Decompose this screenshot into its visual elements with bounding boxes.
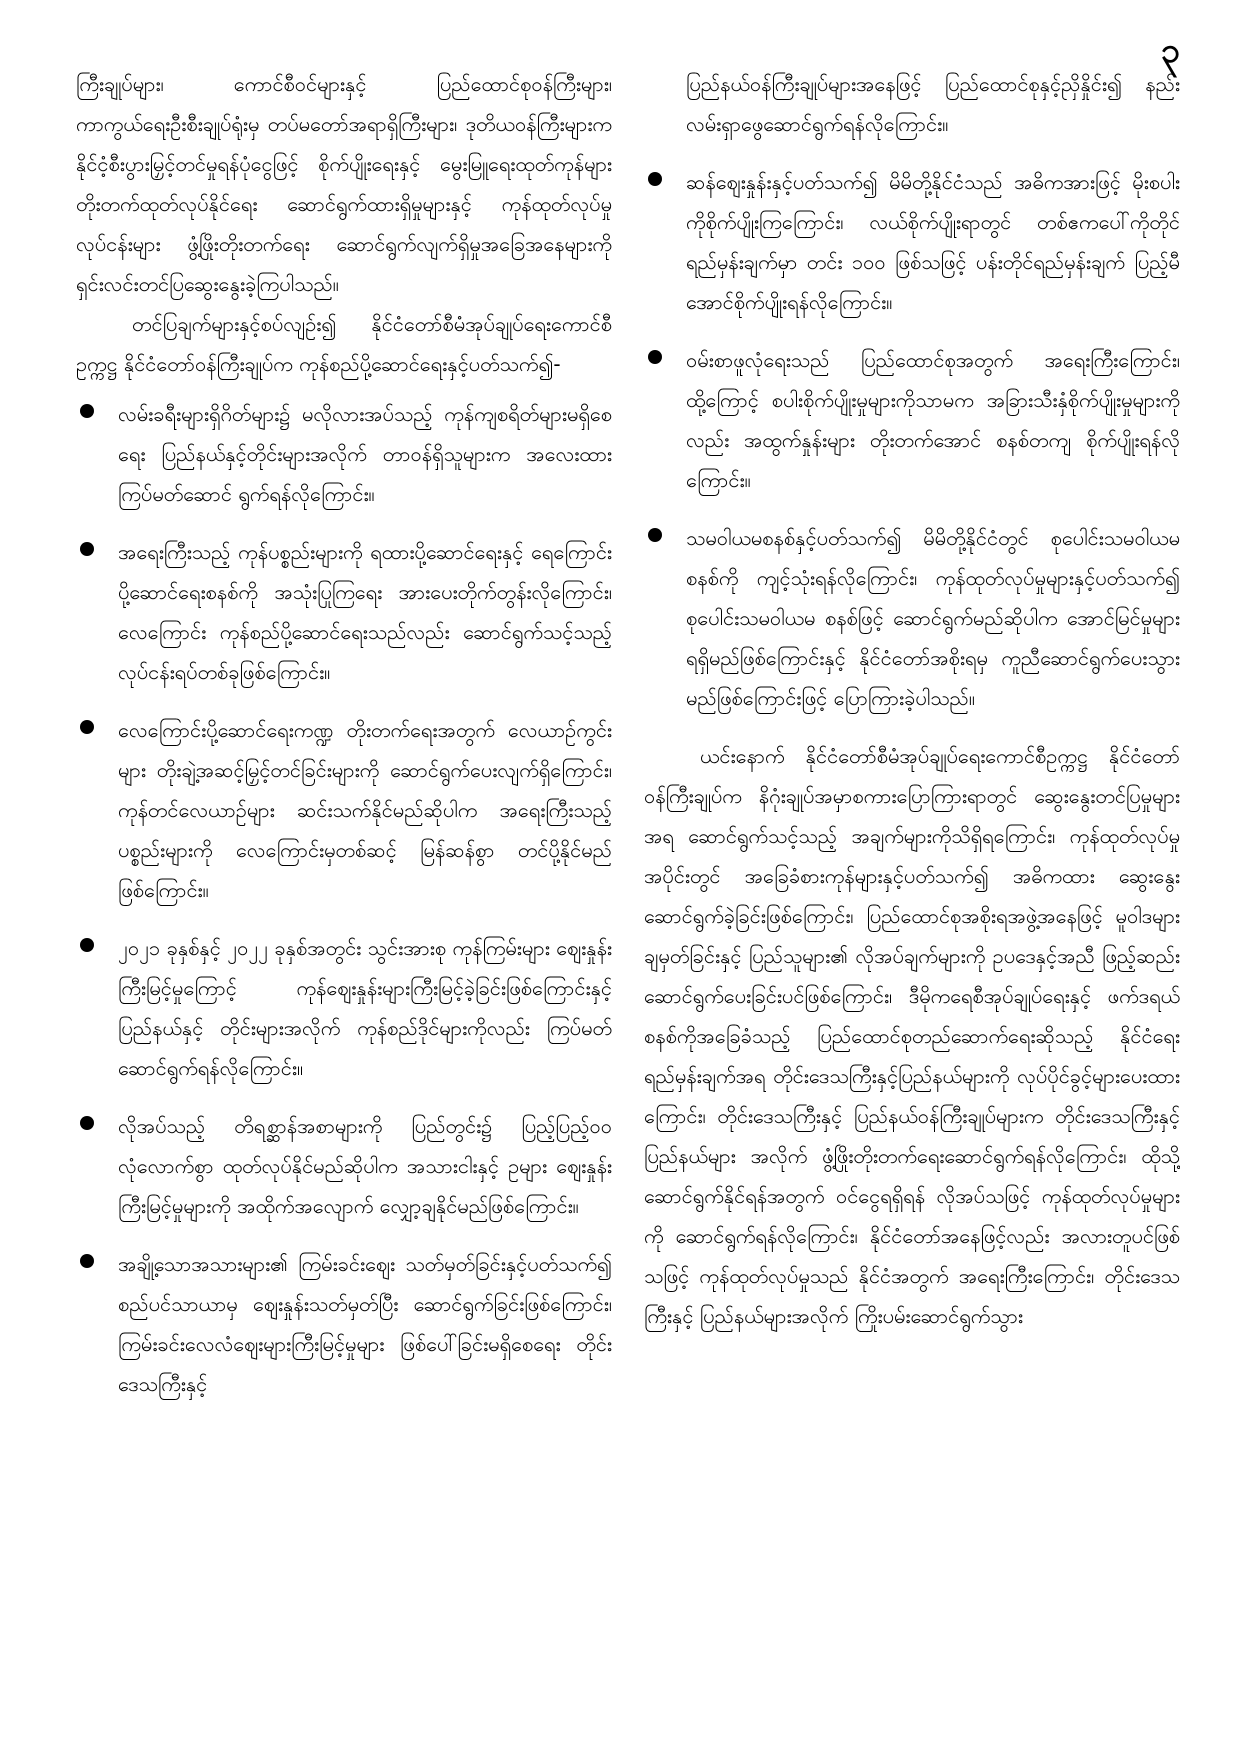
list-item: အချို့သောအသားများ၏ ကြမ်းခင်းဈေး သတ်မှတ်ခြင်းနှင့်ပတ်သက်၍ စည်ပင်သာယာမှ ဈေးနှုန်းသတ်မှတ်ပြီး ဆောင်ရွက်ခြင်းဖြစ်ကြောင်း၊ ကြမ်းခင်းလေလံဈေးများကြီးမြင့်မှုများ ဖြစ်ပေါ်ခြင်းမရှိစေရေး တိုင်းဒေသကြီးနှင့် (76, 1244, 612, 1404)
list-item: ဝမ်းစာဖူလုံရေးသည် ပြည်ထောင်စုအတွက် အရေးကြီးကြောင်း၊ ထို့ကြောင့် စပါးစိုက်ပျိုးမှုများကိုသာမက အခြားသီးနှံစိုက်ပျိုးမှုများကိုလည်း အထွက်နှုန်းများ တိုးတက်အောင် စနစ်တကျ စိုက်ပျိုးရန်လိုကြောင်း။ (644, 340, 1180, 500)
bullet-icon (80, 1116, 94, 1130)
list-item: သမဝါယမစနစ်နှင့်ပတ်သက်၍ မိမိတို့နိုင်ငံတွင် စုပေါင်းသမဝါယမစနစ်ကို ကျင့်သုံးရန်လိုကြောင်း၊ ကုန်ထုတ်လုပ်မှုများနှင့်ပတ်သက်၍ စုပေါင်းသမဝါယမ စနစ်ဖြင့် ဆောင်ရွက်မည်ဆိုပါက အောင်မြင်မှုများရရှိမည်ဖြစ်ကြောင်းနှင့် နိုင်ငံတော်အစိုးရမှ ကူညီဆောင်ရွက်ပေးသွားမည်ဖြစ်ကြောင်းဖြင့် ပြောကြားခဲ့ပါသည်။ (644, 518, 1180, 718)
bullet-icon (648, 350, 662, 364)
bullet-icon (648, 528, 662, 542)
bullet-icon (80, 1254, 94, 1268)
bullet-icon (80, 404, 94, 418)
page-number: ၃ (1160, 31, 1180, 71)
bullet-icon (648, 172, 662, 186)
list-item: ဆန်ဈေးနှုန်းနှင့်ပတ်သက်၍ မိမိတို့နိုင်ငံသည် အဓိကအားဖြင့် မိုးစပါးကိုစိုက်ပျိုးကြကြောင်း၊ လယ်စိုက်ပျိုးရာတွင် တစ်ဧကပေါ်ကိုတိုင်ရည်မှန်းချက်မှာ တင်း ၁၀၀ ဖြစ်သဖြင့် ပန်းတိုင်ရည်မှန်းချက် ပြည့်မီအောင်စိုက်ပျိုးရန်လိုကြောင်း။ (644, 162, 1180, 322)
bullet-icon (80, 938, 94, 952)
bullet-icon (80, 542, 94, 556)
list-item: လမ်းခရီးများရှိဂိတ်များ၌ မလိုလားအပ်သည့် ကုန်ကျစရိတ်များမရှိစေရေး ပြည်နယ်နှင့်တိုင်းများအလိုက် တာဝန်ရှိသူများက အလေးထားကြပ်မတ်ဆောင် ရွက်ရန်လိုကြောင်း။ (76, 394, 612, 514)
bullet-icon (80, 720, 94, 734)
list-item: လိုအပ်သည့် တိရစ္ဆာန်အစာများကို ပြည်တွင်း၌ ပြည့်ပြည့်ဝဝ လုံလောက်စွာ ထုတ်လုပ်နိုင်မည်ဆိုပါက အသားငါးနှင့် ဥများ ဈေးနှုန်းကြီးမြင့်မှုများကို အထိုက်အလျောက် လျှော့ချနိုင်မည်ဖြစ်ကြောင်း။ (76, 1106, 612, 1226)
article-body (76, 64, 1180, 1704)
continued-bullet-text: ပြည်နယ်ဝန်ကြီးချုပ်များအနေဖြင့် ပြည်ထောင်စုနှင့်ညှိနှိုင်း၍ နည်းလမ်းရှာဖွေဆောင်ရွက်ရန်လိုကြောင်း။ (686, 72, 1180, 136)
right-column (644, 64, 1180, 1704)
closing-paragraph: ယင်းနောက် နိုင်ငံတော်စီမံအုပ်ချုပ်ရေးကောင်စီဥက္ကဋ္ဌ နိုင်ငံတော်ဝန်ကြီးချုပ်က နိဂုံးချုပ်အမှာစကားပြောကြားရာတွင် ဆွေးနွေးတင်ပြမှုများအရ ဆောင်ရွက်သင့်သည့် အချက်များကိုသိရှိရကြောင်း၊ ကုန်ထုတ်လုပ်မှုအပိုင်းတွင် အခြေခံစားကုန်များနှင့်ပတ်သက်၍ အဓိကထား ဆွေးနွေးဆောင်ရွက်ခဲ့ခြင်းဖြစ်ကြောင်း၊ ပြည်ထောင်စုအစိုးရအဖွဲ့အနေဖြင့် မူဝါဒများချမှတ်ခြင်းနှင့် ပြည်သူများ၏ လိုအပ်ချက်များကို ဥပဒေနှင့်အညီ ဖြည့်ဆည်းဆောင်ရွက်ပေးခြင်းပင်ဖြစ်ကြောင်း၊ ဒီမိုကရေစီအုပ်ချုပ်ရေးနှင့် ဖက်ဒရယ်စနစ်ကိုအခြေခံသည့် ပြည်ထောင်စုတည်ဆောက်ရေးဆိုသည့် နိုင်ငံရေးရည်မှန်းချက်အရ တိုင်းဒေသကြီးနှင့်ပြည်နယ်များကို လုပ်ပိုင်ခွင့်များပေးထားကြောင်း၊ တိုင်းဒေသကြီးနှင့် ပြည်နယ်ဝန်ကြီးချုပ်များက တိုင်းဒေသကြီးနှင့် ပြည်နယ်များ အလိုက် ဖွံ့ဖြိုးတိုးတက်ရေးဆောင်ရွက်ရန်လိုကြောင်း၊ ထိုသို့ဆောင်ရွက်နိုင်ရန်အတွက် ဝင်ငွေရရှိရန် လိုအပ်သဖြင့် ကုန်ထုတ်လုပ်မှုများကို ဆောင်ရွက်ရန်လိုကြောင်း၊ နိုင်ငံတော်အနေဖြင့်လည်း အလားတူပင်ဖြစ်သဖြင့် ကုန်ထုတ်လုပ်မှုသည် နိုင်ငံအတွက် အရေးကြီးကြောင်း၊ တိုင်းဒေသကြီးနှင့် ပြည်နယ်များအလိုက် ကြိုးပမ်းဆောင်ရွက်သွား (644, 744, 1180, 1328)
right-bullet-list (644, 162, 1180, 718)
list-item: လေကြောင်းပို့ဆောင်ရေးကဏ္ဍ တိုးတက်ရေးအတွက် လေယာဉ်ကွင်းများ တိုးချဲ့အဆင့်မြှင့်တင်ခြင်းများကို ဆောင်ရွက်ပေးလျက်ရှိကြောင်း၊ ကုန်တင်လေယာဉ်များ ဆင်းသက်နိုင်မည်ဆိုပါက အရေးကြီးသည့်ပစ္စည်းများကို လေကြောင်းမှတစ်ဆင့် မြန်ဆန်စွာ တင်ပို့နိုင်မည်ဖြစ်ကြောင်း။ (76, 710, 612, 910)
list-item: ၂၀၂၁ ခုနှစ်နှင့် ၂၀၂၂ ခုနှစ်အတွင်း သွင်းအားစု ကုန်ကြမ်းများ ဈေးနှုန်းကြီးမြင့်မှုကြောင့် ကုန်ဈေးနှုန်းများကြီးမြင့်ခဲ့ခြင်းဖြစ်ကြောင်းနှင့် ပြည်နယ်နှင့် တိုင်းများအလိုက် ကုန်စည်ဒိုင်များကိုလည်း ကြပ်မတ်ဆောင်ရွက်ရန်လိုကြောင်း။ (76, 928, 612, 1088)
summary-paragraph: တင်ပြချက်များနှင့်စပ်လျဉ်း၍ နိုင်ငံတော်စီမံအုပ်ချုပ်ရေးကောင်စီဥက္ကဋ္ဌ နိုင်ငံတော်ဝန်ကြီးချုပ်က ကုန်စည်ပို့ဆောင်ရေးနှင့်ပတ်သက်၍- (76, 312, 612, 376)
left-bullet-list (76, 394, 612, 1404)
intro-paragraph: ကြီးချုပ်များ၊ ကောင်စီဝင်များနှင့် ပြည်ထောင်စုဝန်ကြီးများ၊ ကာကွယ်ရေးဦးစီးချုပ်ရုံးမှ တပ်မတော်အရာရှိကြီးများ၊ ဒုတိယဝန်ကြီးများက နိုင်ငံ့စီးပွားမြှင့်တင်မှုရန်ပုံငွေဖြင့် စိုက်ပျိုးရေးနှင့် မွေးမြူရေးထုတ်ကုန်များ တိုးတက်ထုတ်လုပ်နိုင်ရေး ဆောင်ရွက်ထားရှိမှုများနှင့် ကုန်ထုတ်လုပ်မှုလုပ်ငန်းများ ဖွံ့ဖြိုးတိုးတက်ရေး ဆောင်ရွက်လျက်ရှိမှုအခြေအနေများကို ရှင်းလင်းတင်ပြဆွေးနွေးခဲ့ကြပါသည်။ (76, 72, 612, 296)
list-item: အရေးကြီးသည့် ကုန်ပစ္စည်းများကို ရထားပို့ဆောင်ရေးနှင့် ရေကြောင်းပို့ဆောင်ရေးစနစ်ကို အသုံးပြုကြရေး အားပေးတိုက်တွန်းလိုကြောင်း၊ လေကြောင်း ကုန်စည်ပို့ဆောင်ရေးသည်လည်း ဆောင်ရွက်သင့်သည့် လုပ်ငန်းရပ်တစ်ခုဖြစ်ကြောင်း။ (76, 532, 612, 692)
left-column (76, 64, 612, 1704)
